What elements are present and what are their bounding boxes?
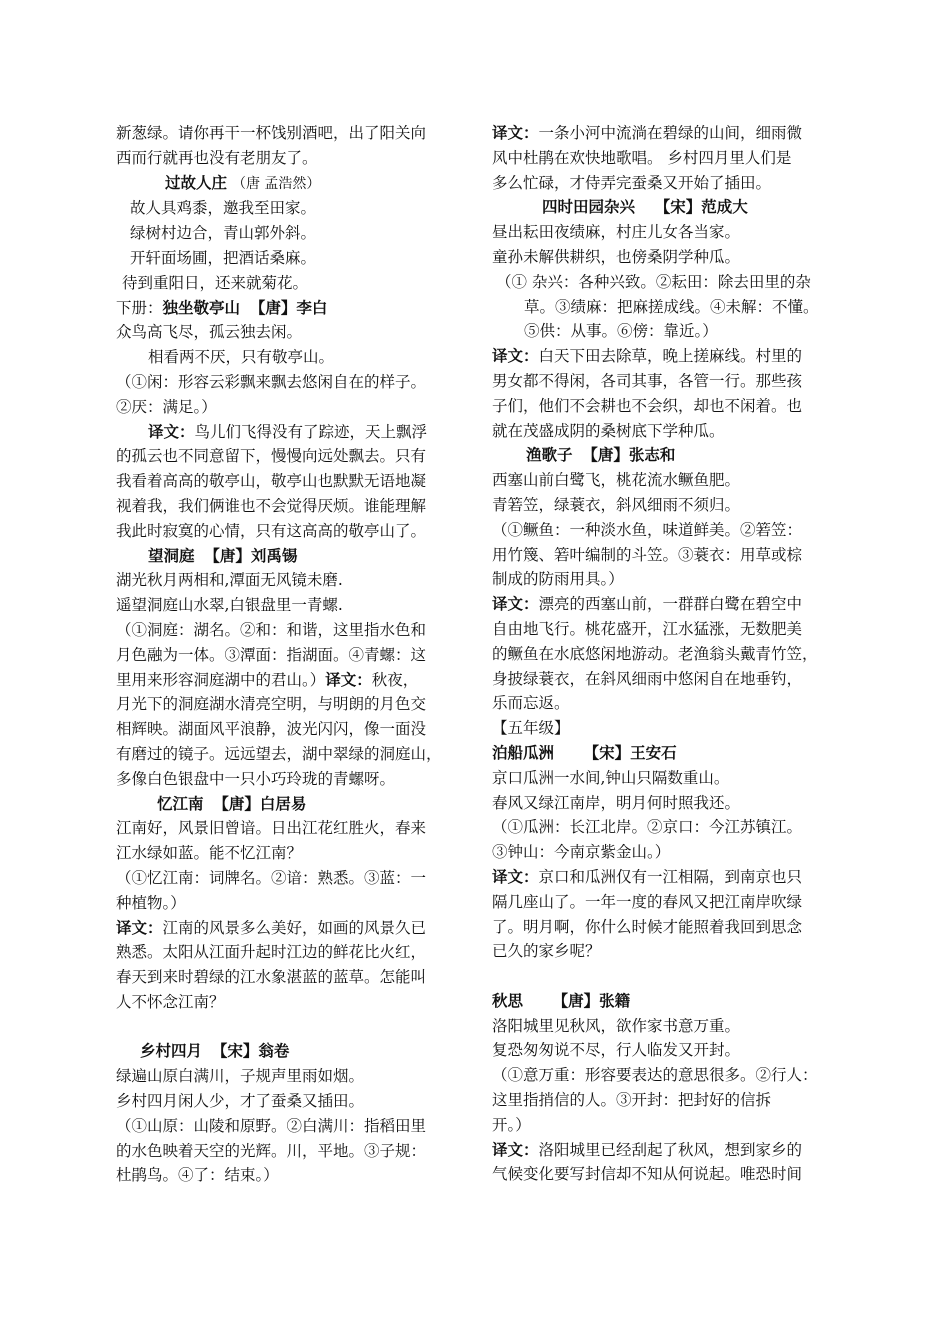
note-line: （① 杂兴：各种兴致。②耘田：除去田里的杂 xyxy=(496,272,811,291)
poem-line: 京口瓜洲一水间,钟山只隔数重山。 xyxy=(492,768,730,787)
note-line xyxy=(116,668,456,693)
poem-title: 秋思 xyxy=(492,990,524,1010)
translation-line: 相辉映。湖面风平浪静，波光闪闪，像一面没 xyxy=(116,720,427,739)
note-line: ③钟山：今南京紫金山。） xyxy=(492,843,671,862)
translation-line: 熟悉。太阳从江面升起时江边的鲜花比火红， xyxy=(116,943,427,962)
poem-title: 过故人庄 xyxy=(165,172,228,192)
poem-author: 【唐】白居易 xyxy=(213,793,307,813)
note-line: （①洞庭：湖名。②和：和谐，这里指水色和 xyxy=(116,620,427,639)
note-line: 这里指捎信的人。③开封：把封好的信拆 xyxy=(492,1091,772,1110)
section-prefix: 下册： xyxy=(116,298,163,317)
left-column xyxy=(116,121,456,1188)
poem-heading xyxy=(116,544,456,569)
note-line: 用竹篾、箬叶编制的斗笠。③蓑衣：用草或棕 xyxy=(492,545,803,564)
translation-text: 秋夜， xyxy=(371,670,419,689)
note-line: 开。） xyxy=(492,1115,531,1134)
poem-line: 绿遍山原白满川，子规声里雨如烟。 xyxy=(116,1067,365,1086)
translation-line: 人不怀念江南？ xyxy=(116,992,225,1011)
translation-line: 多么忙碌，才侍弄完蚕桑又开始了插田。 xyxy=(492,173,772,192)
note-line: （①山原：山陵和原野。②白满川：指稻田里 xyxy=(116,1116,427,1135)
translation-line: 春天到来时碧绿的江水象湛蓝的蓝草。怎能叫 xyxy=(116,968,427,987)
poem-line: 众鸟高飞尽，孤云独去闲。 xyxy=(116,323,303,342)
translation-line: 的孤云也不同意留下，慢慢向远处飘去。只有 xyxy=(116,447,427,466)
translation-label: 译文： xyxy=(325,669,372,689)
poem-line: 洛阳城里见秋风，欲作家书意万重。 xyxy=(492,1016,741,1035)
poem-author: 【唐】张籍 xyxy=(552,990,631,1010)
poem-line: 湖光秋月两相和,潭面无风镜未磨. xyxy=(116,571,343,590)
spacer xyxy=(116,1015,456,1040)
spacer xyxy=(492,964,834,989)
poem-line: 待到重阳日，还来就菊花。 xyxy=(122,273,309,292)
text-line: 西而行就再也没有老朋友了。 xyxy=(116,148,318,167)
note-line: 草。③绩麻：把麻搓成线。④未解：不懂。 xyxy=(524,297,819,316)
poem-title: 忆江南 xyxy=(157,793,204,813)
poem-line: 昼出耘田夜绩麻，村庄儿女各当家。 xyxy=(492,223,741,242)
translation-line: 隔几座山了。一年一度的春风又把江南岸吹绿 xyxy=(492,892,803,911)
poem-heading xyxy=(492,989,834,1014)
text-line: 新葱绿。请你再干一杯饯别酒吧，出了阳关向 xyxy=(116,124,427,142)
poem-title: 独坐敬亭山 xyxy=(162,297,241,317)
poem-line: 乡村四月闲人少，才了蚕桑又插田。 xyxy=(116,1092,365,1111)
poem-line: 西塞山前白鹭飞，桃花流水鳜鱼肥。 xyxy=(492,471,741,490)
poem-line: 春风又绿江南岸，明月何时照我还。 xyxy=(492,793,741,812)
note-line: 月色融为一体。③潭面：指湖面。④青螺：这 xyxy=(116,645,427,664)
grade-heading: 【五年级】 xyxy=(492,719,570,738)
poem-line: 开轩面场圃，把酒话桑麻。 xyxy=(130,248,317,267)
translation-line: 自由地飞行。桃花盛开，江水猛涨，无数肥美 xyxy=(492,619,803,638)
note-line: ⑤供：从事。⑥傍：靠近。） xyxy=(524,322,718,341)
note-line: 的水色映着天空的光辉。川，平地。③子规： xyxy=(116,1141,427,1160)
translation-line: 月光下的洞庭湖水清亮空明，与明朗的月色交 xyxy=(116,695,427,714)
poem-line: 绿树村边合，青山郭外斜。 xyxy=(130,224,317,243)
translation-line xyxy=(492,121,834,146)
poem-title: 乡村四月 xyxy=(140,1041,203,1061)
translation-line: 我看着高高的敬亭山，敬亭山也默默无语地凝 xyxy=(116,472,427,491)
translation-text: 京口和瓜洲仅有一江相隔，到南京也只 xyxy=(538,867,803,886)
note-line: （①意万重：形容要表达的意思很多。②行人： xyxy=(492,1066,818,1085)
poem-heading xyxy=(492,741,834,766)
poem-heading xyxy=(492,443,834,468)
translation-line xyxy=(492,592,834,617)
translation-label: 译文： xyxy=(116,917,163,937)
translation-line: 的鳜鱼在水底悠闲地游动。老渔翁头戴青竹笠， xyxy=(492,644,818,663)
right-column xyxy=(492,121,834,1187)
poem-title: 四时田园杂兴 xyxy=(542,197,636,217)
translation-line: 子们，他们不会耕也不会织，却也不闲着。也 xyxy=(492,396,803,415)
translation-line xyxy=(116,916,456,941)
translation-line: 就在茂盛成阴的桑树底下学种瓜。 xyxy=(492,421,725,440)
translation-line: 了。明月啊，你什么时候才能照着我回到思念 xyxy=(492,917,803,936)
note-line: 制成的防雨用具。） xyxy=(492,570,624,589)
poem-heading xyxy=(116,1039,456,1064)
translation-line: 有磨过的镜子。远远望去，湖中翠绿的洞庭山， xyxy=(116,744,442,763)
translation-line xyxy=(492,344,834,369)
translation-line: 乐而忘返。 xyxy=(492,694,570,713)
translation-label: 译文： xyxy=(492,866,539,886)
translation-line: 风中杜鹃在欢快地歌唱。 乡村四月里人们是 xyxy=(492,148,792,167)
translation-line: 身披绿蓑衣，在斜风细雨中悠闲自在地垂钓， xyxy=(492,669,803,688)
note-line: （①闲：形容云彩飘来飘去悠闲自在的样子。 xyxy=(116,372,427,391)
poem-title: 望洞庭 xyxy=(148,545,195,565)
poem-author: 【唐】李白 xyxy=(249,297,328,317)
poem-author: 【宋】范成大 xyxy=(654,197,748,217)
translation-label: 译文： xyxy=(492,1139,539,1159)
translation-text: 洛阳城里已经刮起了秋风，想到家乡的 xyxy=(538,1140,803,1159)
translation-line: 已久的家乡呢？ xyxy=(492,942,601,961)
translation-label: 译文： xyxy=(492,346,539,366)
translation-text: 一条小河中流淌在碧绿的山间，细雨微 xyxy=(538,124,803,142)
poem-heading xyxy=(492,195,834,220)
translation-label: 译文： xyxy=(148,421,195,441)
poem-line: 江南好，风景旧曾谙。日出江花红胜火，春来 xyxy=(116,819,427,838)
poem-line: 青箬笠，绿蓑衣，斜风细雨不须归。 xyxy=(492,495,741,514)
poem-author: 【唐】张志和 xyxy=(582,445,676,465)
translation-label: 译文： xyxy=(492,123,539,142)
translation-line: 男女都不得闲，各司其事，各管一行。那些孩 xyxy=(492,371,803,390)
poem-author: 【宋】翁卷 xyxy=(211,1041,290,1061)
note-text: 里用来形容洞庭湖中的君山。） xyxy=(116,670,326,689)
poem-author: 【宋】王安石 xyxy=(583,742,677,762)
translation-line xyxy=(116,420,456,445)
poem-title: 泊船瓜洲 xyxy=(492,742,555,762)
translation-line: 多像白色银盘中一只小巧玲珑的青螺呀。 xyxy=(116,769,396,788)
poem-heading xyxy=(116,296,456,321)
translation-line xyxy=(492,865,834,890)
poem-line: 相看两不厌，只有敬亭山。 xyxy=(148,348,335,367)
translation-label: 译文： xyxy=(492,594,539,614)
poem-heading xyxy=(116,792,456,817)
note-line: 种植物。） xyxy=(116,893,186,912)
note-line: （①忆江南：词牌名。②谙：熟悉。③蓝：一 xyxy=(116,868,427,887)
translation-text: 鸟儿们飞得没有了踪迹，天上飘浮 xyxy=(194,422,428,441)
note-line: （①瓜洲：长江北岸。②京口：今江苏镇江。 xyxy=(492,818,803,837)
translation-line: 视着我，我们俩谁也不会觉得厌烦。谁能理解 xyxy=(116,496,427,515)
poem-author: （唐 孟浩然） xyxy=(231,175,321,192)
translation-text: 江南的风景多么美好，如画的风景久已 xyxy=(162,918,427,937)
note-line: ②厌：满足。） xyxy=(116,397,217,416)
poem-line: 故人具鸡黍，邀我至田家。 xyxy=(130,199,317,218)
translation-line xyxy=(492,1138,834,1163)
translation-text: 漂亮的西塞山前，一群群白鹭在碧空中 xyxy=(538,595,803,614)
poem-line: 复恐匆匆说不尽，行人临发又开封。 xyxy=(492,1041,741,1060)
note-line: 杜鹃鸟。④了：结束。） xyxy=(116,1166,279,1185)
poem-line: 童孙未解供耕织，也傍桑阴学种瓜。 xyxy=(492,247,741,266)
poem-line: 江水绿如蓝。能不忆江南？ xyxy=(116,844,303,863)
translation-line: 气候变化要写封信却不知从何说起。唯恐时间 xyxy=(492,1165,803,1184)
poem-title: 渔歌子 xyxy=(526,445,573,465)
note-line: （①鳜鱼：一种淡水鱼，味道鲜美。②箬笠： xyxy=(492,520,803,539)
translation-line: 我此时寂寞的心情，只有这高高的敬亭山了。 xyxy=(116,521,427,540)
poem-author: 【唐】刘禹锡 xyxy=(204,545,298,565)
translation-text: 白天下田去除草，晚上搓麻线。村里的 xyxy=(538,347,803,366)
poem-heading xyxy=(116,171,456,197)
poem-line: 遥望洞庭山水翠,白银盘里一青螺. xyxy=(116,596,343,615)
